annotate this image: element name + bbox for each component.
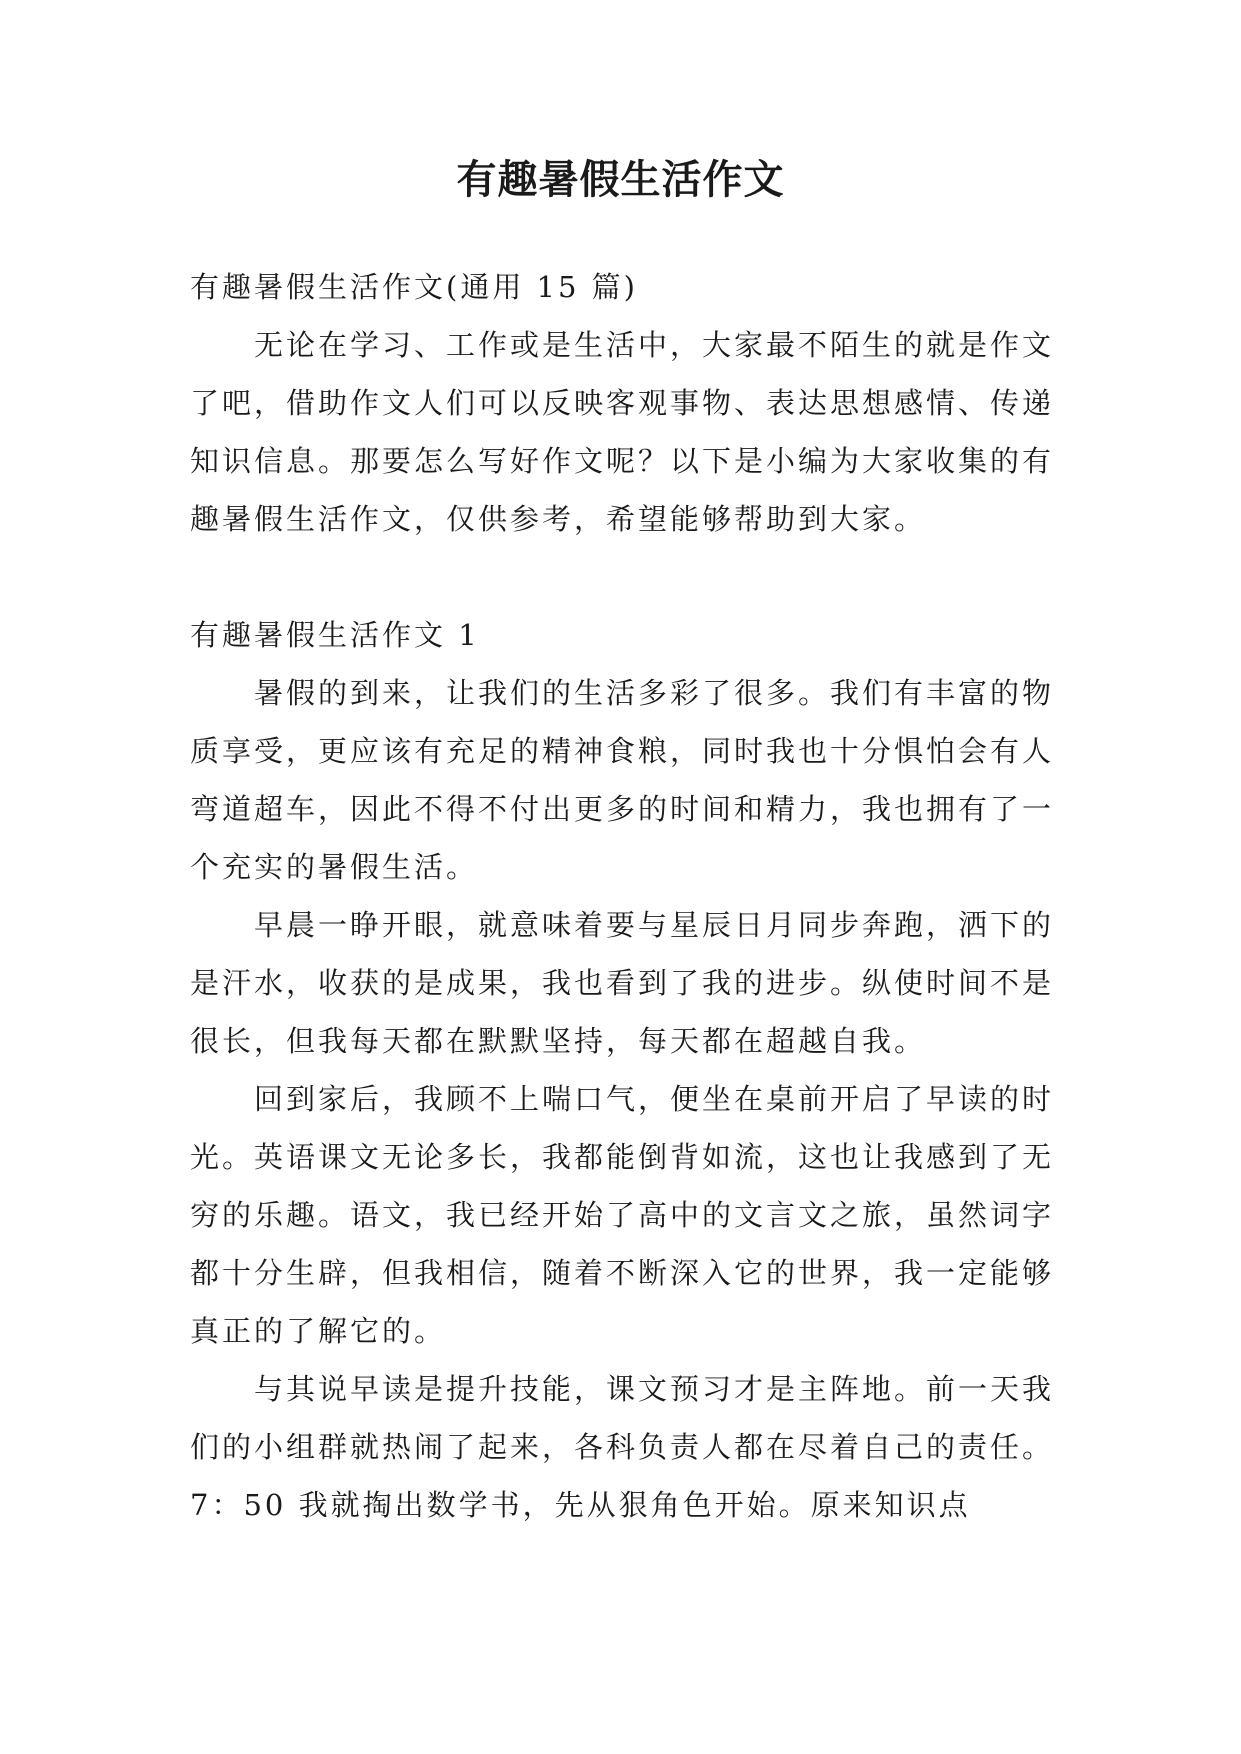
document-title: 有趣暑假生活作文	[456, 156, 785, 203]
intro-heading: 有趣暑假生活作文(通用 15 篇)	[190, 270, 638, 304]
document-body	[190, 258, 1054, 1534]
essay-paragraph: 暑假的到来，让我们的生活多彩了很多。我们有丰富的物质享受，更应该有充足的精神食粮，同时我也十分惧怕会有人弯道超车，因此不得不付出更多的时间和精力，我也拥有了一个充实的暑假生活。	[190, 676, 1055, 884]
essay-paragraph: 与其说早读是提升技能，课文预习才是主阵地。前一天我们的小组群就热闹了起来，各科负责人都在尽着自己的责任。7：50 我就掏出数学书，先从狠角色开始。原来知识点	[190, 1372, 1055, 1522]
essay-heading: 有趣暑假生活作文 1	[190, 618, 480, 652]
essay-paragraph: 回到家后，我顾不上喘口气，便坐在桌前开启了早读的时光。英语课文无论多长，我都能倒背如流，这也让我感到了无穷的乐趣。语文，我已经开始了高中的文言文之旅，虽然词字都十分生辟，但我相信，随着不断深入它的世界，我一定能够真正的了解它的。	[190, 1082, 1055, 1348]
intro-paragraph: 无论在学习、工作或是生活中，大家最不陌生的就是作文了吧，借助作文人们可以反映客观事物、表达思想感情、传递知识信息。那要怎么写好作文呢？以下是小编为大家收集的有趣暑假生活作文，仅供参考，希望能够帮助到大家。	[190, 328, 1055, 536]
essay-paragraph: 早晨一睁开眼，就意味着要与星辰日月同步奔跑，洒下的是汗水，收获的是成果，我也看到了我的进步。纵使时间不是很长，但我每天都在默默坚持，每天都在超越自我。	[190, 908, 1055, 1058]
section-spacer	[190, 548, 1054, 606]
